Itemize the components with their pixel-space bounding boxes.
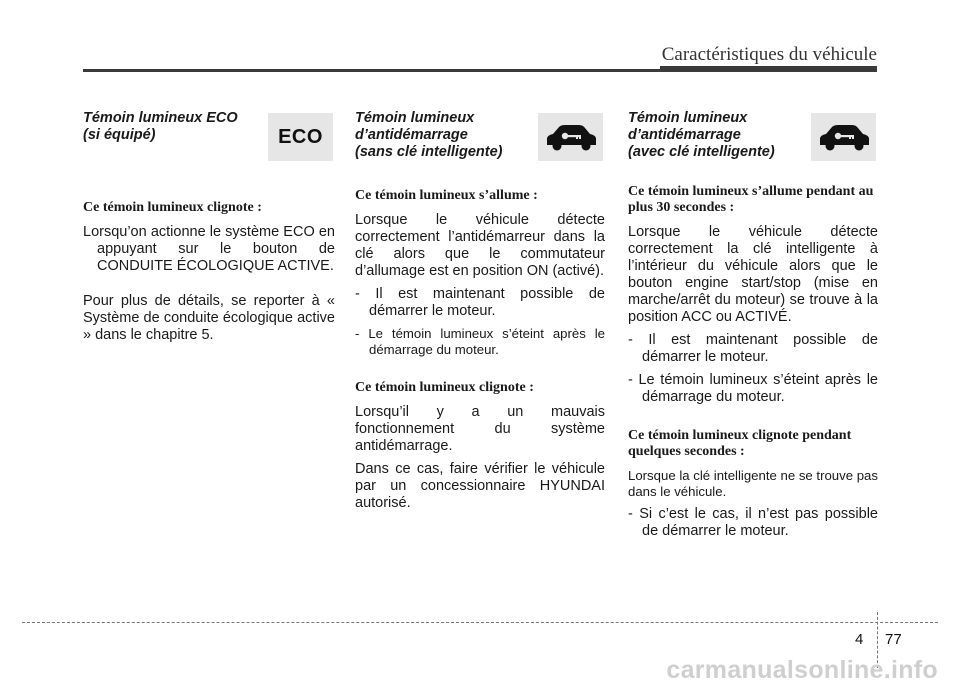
paragraph: Dans ce cas, faire vérifier le véhicule par un concessionnaire HYUNDAI autorisé.	[355, 461, 605, 511]
header-title: Caractéristiques du véhicule	[661, 44, 877, 65]
paragraph: Lorsqu’il y a un mauvais fonctionnement du système antidémarrage.	[355, 404, 605, 454]
section-title-immobilizer	[355, 110, 605, 162]
car-key-icon	[538, 113, 603, 161]
list-item: - Le témoin lumineux s’éteint après le démarrage du moteur.	[355, 326, 605, 357]
section-title-eco	[83, 110, 335, 162]
paragraph: Lorsque la clé intelligente ne se trouve pas dans le véhicule.	[628, 468, 878, 499]
subheading: Ce témoin lumineux s’allume pendant au plus 30 secondes :	[628, 184, 874, 215]
footer-rule	[22, 622, 938, 623]
eco-icon-label: ECO	[278, 125, 323, 148]
subheading: Ce témoin lumineux s’allume :	[355, 188, 538, 203]
header-rule-accent	[660, 66, 877, 72]
title-line: Témoin lumineux	[628, 110, 748, 126]
title-line: Témoin lumineux ECO	[83, 110, 238, 126]
list-item: - Le témoin lumineux s’éteint après le démarrage du moteur.	[628, 372, 878, 405]
section-title-immobilizer-smart	[628, 110, 878, 162]
paragraph: Lorsque le véhicule détecte correctement la clé intelligente à l’intérieur du véhicule alors que le bouton engine start/stop (mise en marche/arrêt du moteur) se trouve à la position ACC ou ACTIVÉ.	[628, 224, 878, 325]
title-line: (si équipé)	[83, 127, 156, 143]
list-item: - Il est maintenant possible de démarrer le moteur.	[628, 332, 878, 365]
title-line: (sans clé intelligente)	[355, 144, 503, 160]
list-item: Lorsqu’on actionne le système ECO en appuyant sur le bouton de CONDUITE ÉCOLOGIQUE ACTIVE.	[83, 224, 335, 274]
column-immobilizer-no-smart-key	[355, 110, 605, 518]
car-key-icon	[811, 113, 876, 161]
subheading: Ce témoin lumineux clignote pendant quelques secondes :	[628, 428, 852, 459]
title-line: d’antidémarrage	[355, 127, 468, 143]
watermark: carmanualsonline.info	[666, 656, 938, 684]
chapter-number: 4	[855, 631, 864, 648]
paragraph: Pour plus de détails, se reporter à « Système de conduite écologique active » dans le chapitre 5.	[83, 293, 335, 343]
list-item: - Si c’est le cas, il n’est pas possible de démarrer le moteur.	[628, 506, 878, 539]
page-number: 77	[885, 631, 902, 648]
eco-indicator-icon	[268, 113, 333, 161]
title-line: d’antidémarrage	[628, 127, 741, 143]
column-immobilizer-smart-key	[628, 110, 878, 546]
column-eco	[83, 110, 335, 350]
title-line: Témoin lumineux	[355, 110, 475, 126]
subheading: Ce témoin lumineux clignote :	[355, 380, 534, 395]
title-line: (avec clé intelligente)	[628, 144, 775, 160]
list-item: - Il est maintenant possible de démarrer le moteur.	[355, 286, 605, 319]
paragraph: Lorsque le véhicule détecte correctement l’antidémarreur dans la clé alors que le commutateur d’allumage est en position ON (activé).	[355, 212, 605, 279]
subheading: Ce témoin lumineux clignote :	[83, 200, 262, 215]
